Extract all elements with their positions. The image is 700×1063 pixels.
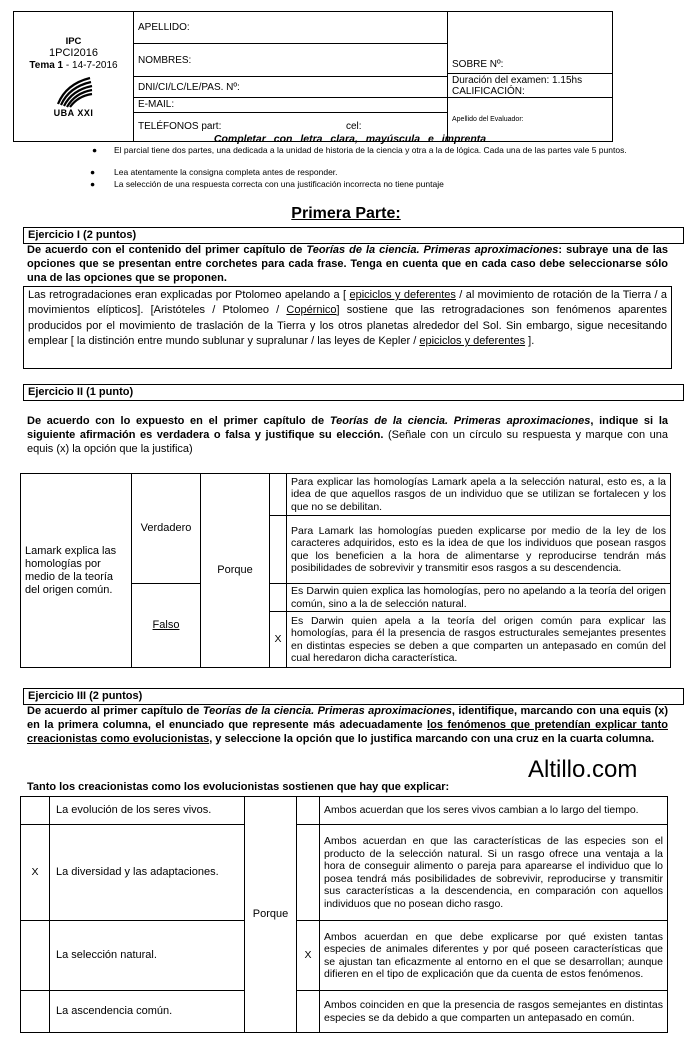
exam-code: 1PCI2016	[49, 46, 98, 59]
ej2-inst-d: (Señale con un círculo su respuesta y marque con una equis (x) la opción que la justifica)	[27, 429, 668, 455]
ej1-inst-c: : subraye una de las opciones que se presentan entre corchetes para cada frase. Tenga en cuenta que en cada caso debe seleccionarse sólo una de las opciones que se proponen.	[27, 244, 668, 284]
ej1-underlined-3: epiciclos y deferentes	[419, 335, 526, 348]
tema-label: Tema 1	[29, 59, 64, 71]
ej2-option-3: Es Darwin quien explica las homologías, pero no apelando a la teoría del origen común, sino a la de selección natural.	[287, 584, 671, 612]
ej1-underlined-1: epiciclos y deferentes	[349, 289, 456, 301]
bullet-dot: ●	[90, 167, 96, 177]
ej2-option-4: Es Darwin quien apela a la teoría del origen común para explicar las homologías, para él la presencia de rasgos estructurales semejantes presentes en distintas especies se deben a que comparten un antepasado en común del cual heredaron dicha característica.	[287, 612, 671, 668]
tema-date: - 14-7-2016	[63, 59, 118, 71]
ej3-mark-1[interactable]	[21, 797, 50, 825]
ej3-jmark-3[interactable]: X	[297, 921, 320, 991]
ej2-porque: Porque	[201, 474, 270, 668]
ej1-text-3: ] sostiene que las retrogradaciones son fenómenos aparentes producidos por el movimiento de traslación de la Tierra y los otros planetas alrededor del Sol. Sin embargo, sigue necesitando emplear [ la distinción entre mundo sublunar y supralunar / las leyes de Kepler /	[28, 304, 667, 348]
ej2-mark-4[interactable]: X	[270, 612, 287, 668]
ej2-falso-label: Falso	[152, 619, 180, 632]
ej3-mark-4[interactable]	[21, 991, 50, 1033]
ej3-item-2: La diversidad y las adaptaciones.	[50, 825, 245, 921]
part-title: Primera Parte:	[291, 205, 401, 222]
bullet-item-2	[90, 167, 670, 178]
evaluador-field[interactable]: Apellido del Evaluador:	[448, 98, 613, 142]
ej3-jmark-4[interactable]	[297, 991, 320, 1033]
ej2-option-2: Para Lamark las homologías pueden explicarse por medio de la ley de los caracteres adquiridos, esto es la idea de que los individuos que posean rasgos que los beneficien a la hora de alimentarse y reproducirse tendrán más posibilidades de sobrevivir y transmitir esos rasgos a su descendencia.	[287, 516, 671, 584]
cel-label: cel:	[346, 121, 362, 132]
ej3-just-4: Ambos coinciden en que la presencia de rasgos semejantes en distintas especies se da debido a que comparten un antepasado en común.	[320, 991, 668, 1033]
header-logo-cell	[14, 12, 134, 142]
ej2-instructions	[27, 414, 668, 456]
ej1-text-2: / al movimiento de rotación de la Tierra / a movimientos elípticos]. [Aristóteles / Ptolomeo /	[28, 289, 667, 317]
ej3-inst-book: Teorías de la ciencia. Primeras aproximaciones	[202, 705, 452, 717]
dni-field[interactable]: DNI/CI/LC/LE/PAS. Nº:	[134, 77, 448, 98]
ej1-inst-a: De acuerdo con el contenido del primer capítulo de	[27, 244, 307, 256]
ej2-option-1: Para explicar las homologías Lamark apela a la selección natural, esto es, a la idea de que aquellos rasgos de un individuo que se utilizan se fortalecen y los que no se debilitan.	[287, 474, 671, 516]
bullet-text: La selección de una respuesta correcta con una justificación incorrecta no tiene puntaje	[114, 179, 444, 189]
ej3-inst-c: , identifique, marcando con una equis (x) en la primera columna, el enunciado que represente más adecuadamente	[27, 705, 668, 731]
ej3-jmark-2[interactable]	[297, 825, 320, 921]
ej3-instructions	[27, 704, 668, 746]
ej3-title: Ejercicio III (2 puntos)	[23, 688, 684, 705]
ej3-table	[20, 796, 668, 1033]
bullet-item-3	[90, 179, 670, 190]
ej3-just-2: Ambos acuerdan en que las características de las especies son el producto de la selección natural. Si un rasgo ofrece una ventaja a la hora de conseguir alimento o pareja para aparearse el individuo que lo posea tendrá más posibilidades de sobrevivir, reproducirse y transmitir sus características a la descendencia, en comparación con aquellos individuos que no posean dicho rasgo.	[320, 825, 668, 921]
ej2-mark-2[interactable]	[270, 516, 287, 584]
ej2-falso[interactable]	[132, 584, 201, 668]
apellido-field[interactable]: APELLIDO:	[134, 12, 448, 44]
ej3-inst-underlined: los fenómenos que pretendían explicar tanto creacionistas como evolucionistas	[27, 719, 668, 745]
sobre-field[interactable]: SOBRE Nº:	[448, 12, 613, 74]
ej2-statement: Lamark explica las homologías por medio de la teoría del origen común.	[21, 474, 132, 668]
ej3-jmark-1[interactable]	[297, 797, 320, 825]
ej2-inst-a: De acuerdo con lo expuesto en el primer capítulo de	[27, 415, 330, 427]
telefonos-label: TELÉFONOS part:	[138, 121, 222, 132]
ej3-mark-3[interactable]	[21, 921, 50, 991]
watermark: Altillo.com	[528, 756, 638, 783]
header-table	[13, 11, 613, 142]
ej3-inst-d: , y seleccione la opción que lo justifica marcando con una cruz en la cuarta columna.	[209, 733, 655, 745]
ej2-inst-book: Teorías de la ciencia. Primeras aproximaciones	[329, 415, 591, 427]
bullet-text: El parcial tiene dos partes, una dedicada a la unidad de historia de la ciencia y otra a la de lógica. Cada una de las partes vale 5 puntos.	[114, 145, 627, 155]
ej2-table	[20, 473, 671, 668]
calificacion-label: CALIFICACIÓN:	[452, 86, 525, 97]
duracion-label: Duración del examen: 1.15hs	[452, 75, 583, 86]
ej1-inst-book: Teorías de la ciencia. Primeras aproximaciones	[306, 244, 559, 256]
ej1-underlined-2: Copérnico	[286, 304, 337, 317]
ej3-item-3: La selección natural.	[50, 921, 245, 991]
ej2-mark-3[interactable]	[270, 584, 287, 612]
ej3-mark-2[interactable]: X	[21, 825, 50, 921]
ej1-text-4: ].	[525, 335, 535, 348]
ej1-instructions	[27, 243, 668, 285]
ej3-porque: Porque	[245, 797, 297, 1033]
ej1-text-1: Las retrogradaciones eran explicadas por Ptolomeo apelando a [	[28, 289, 350, 301]
bullet-text: Lea atentamente la consigna completa antes de responder.	[114, 167, 338, 177]
ej2-title: Ejercicio II (1 punto)	[23, 384, 684, 401]
completar-note: Completar con letra clara, mayúscula e imprenta	[213, 133, 487, 145]
bullet-dot: ●	[90, 179, 96, 189]
ej3-just-3: Ambos acuerdan en que debe explicarse por qué existen tantas especies de animales diferentes y por qué poseen características que se ajustan tan eficazmente al entorno en el que se desarrollan; aunque difieren en el tipo de explicación que da cuenta de estos fenómenos.	[320, 921, 668, 991]
ej3-item-1: La evolución de los seres vivos.	[50, 797, 245, 825]
ej2-mark-1[interactable]	[270, 474, 287, 516]
ipc-label: IPC	[65, 35, 82, 47]
ej1-title: Ejercicio I (2 puntos)	[23, 227, 684, 244]
duracion-text	[448, 74, 613, 98]
bullet-item-1	[72, 145, 672, 156]
uba-logo-icon	[54, 74, 94, 108]
ej1-answer-box[interactable]	[23, 286, 672, 369]
uba-logo-text: UBA XXI	[53, 107, 94, 118]
ej2-inst-c: , indique si la siguiente afirmación es verdadera o falsa y justifique su elección.	[27, 415, 668, 441]
email-field[interactable]: E-MAIL:	[134, 98, 447, 113]
ej3-item-4: La ascendencia común.	[50, 991, 245, 1033]
nombres-field[interactable]: NOMBRES:	[134, 44, 448, 77]
bullet-dot: ●	[92, 145, 98, 155]
ej2-verdadero[interactable]: Verdadero	[132, 474, 201, 584]
ej3-inst-a: De acuerdo al primer capítulo de	[27, 705, 203, 717]
ej3-just-1: Ambos acuerdan que los seres vivos cambian a lo largo del tiempo.	[320, 797, 668, 825]
ej3-lead: Tanto los creacionistas como los evolucionistas sostienen que hay que explicar:	[27, 781, 450, 793]
